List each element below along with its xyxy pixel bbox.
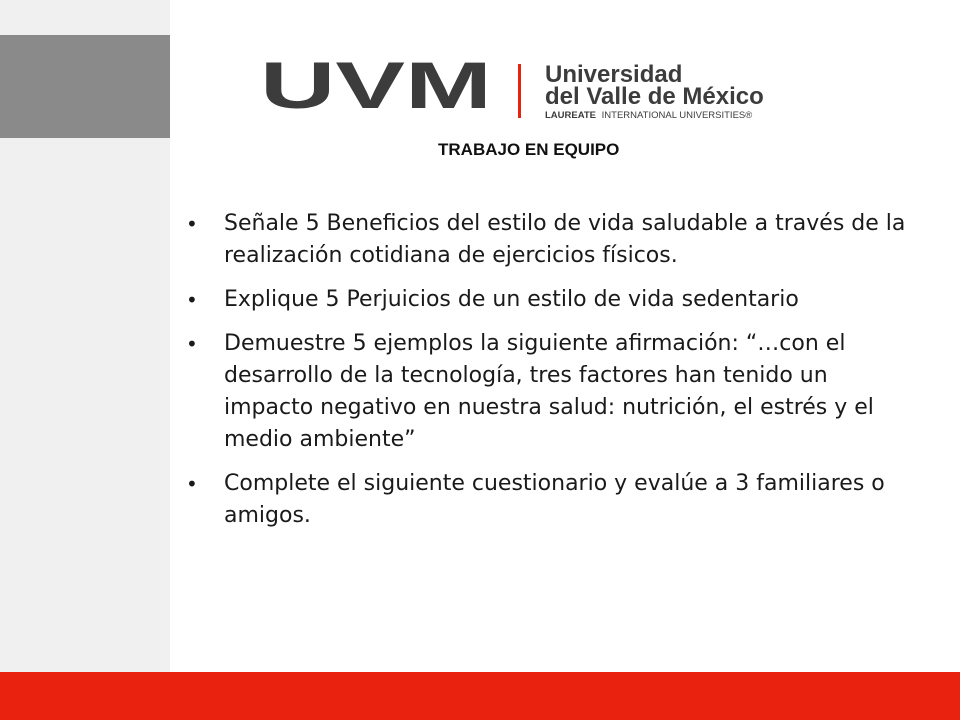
- bullet-text: Señale 5 Beneficios del estilo de vida saludable a través de la realización cotidiana de ejercicios físicos.: [224, 211, 906, 268]
- logo-divider: [518, 64, 521, 118]
- bullet-dot-icon: •: [186, 332, 198, 356]
- slide-title: TRABAJO EN EQUIPO: [438, 140, 620, 159]
- bullet-text: Demuestre 5 ejemplos la siguiente afirmación: “…con el desarrollo de la tecnología, tres factores han tenido un impacto negativo en nuestra salud: nutrición, el estrés y el medio ambiente”: [224, 331, 874, 452]
- bullet-item: [186, 208, 906, 272]
- bullet-dot-icon: •: [186, 288, 198, 312]
- bullet-item: [186, 328, 906, 456]
- gray-accent-block: [0, 35, 170, 138]
- bullet-dot-icon: •: [186, 212, 198, 236]
- uvm-logo: [258, 58, 848, 128]
- bullet-text: Explique 5 Perjuicios de un estilo de vida sedentario: [224, 287, 799, 312]
- logo-name-line1: Universidad: [545, 61, 683, 88]
- bullet-item: [186, 468, 906, 532]
- bullet-text: Complete el siguiente cuestionario y evalúe a 3 familiares o amigos.: [224, 471, 885, 528]
- bottom-red-bar: [0, 672, 960, 720]
- bullet-list: [186, 208, 906, 544]
- logo-tagline: [545, 110, 752, 121]
- bullet-dot-icon: •: [186, 472, 198, 496]
- logo-tagline-bold: LAUREATE: [545, 110, 597, 121]
- bullet-item: [186, 284, 906, 316]
- logo-acronym: UVM: [260, 58, 492, 122]
- logo-tagline-rest: INTERNATIONAL UNIVERSITIES®: [601, 110, 753, 121]
- logo-name-line2: del Valle de México: [545, 83, 764, 110]
